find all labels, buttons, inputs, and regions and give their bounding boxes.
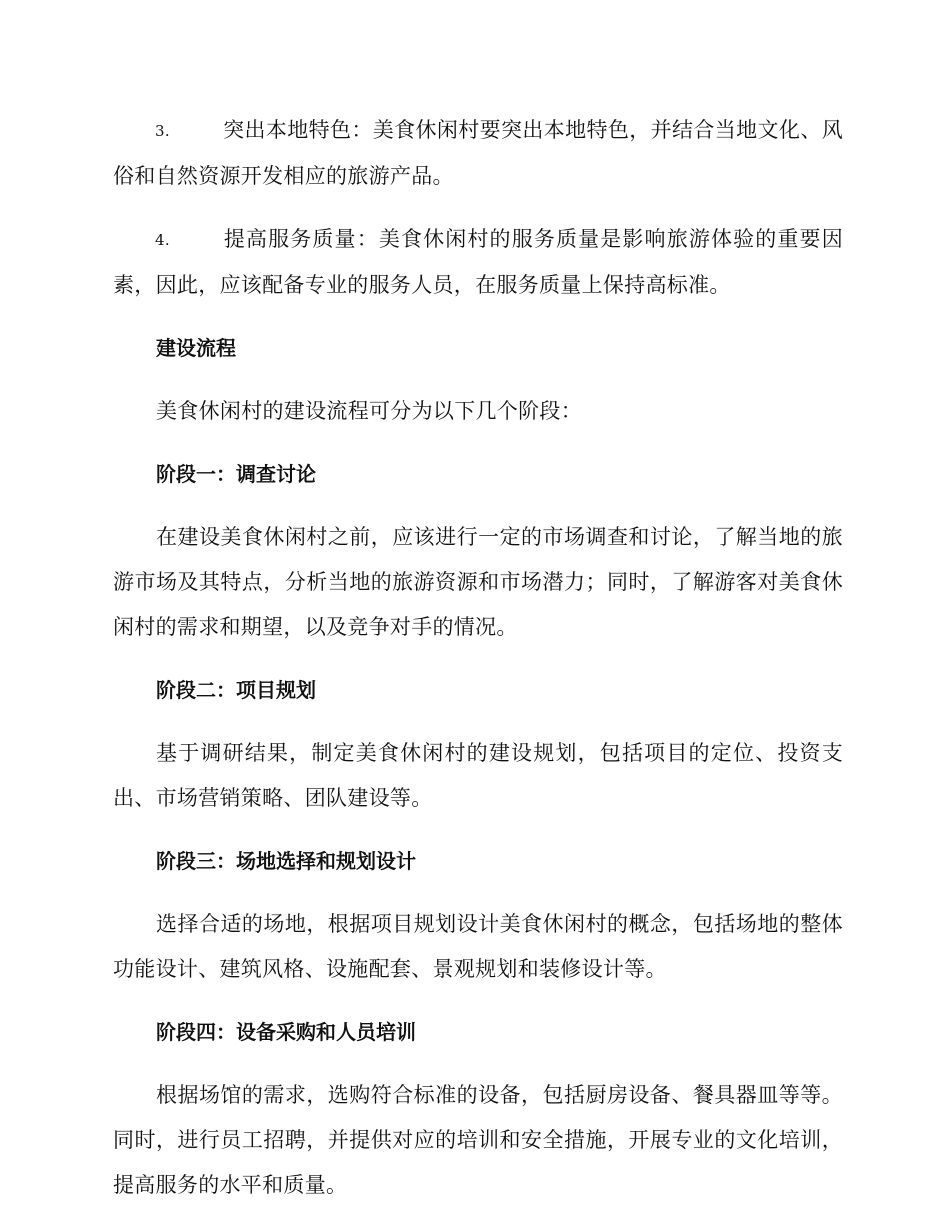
list-item-text: 突出本地特色：美食休闲村要突出本地特色，并结合当地文化、风俗和自然资源开发相应的旅游产品。: [113, 118, 843, 188]
spacer: [113, 992, 843, 1010]
spacer: [113, 713, 843, 731]
spacer: [113, 199, 843, 217]
list-number: 3.: [155, 122, 170, 140]
spacer: [113, 371, 843, 389]
stage-2-heading: 阶段二：项目规划: [156, 678, 316, 702]
spacer: [113, 650, 843, 668]
spacer: [113, 434, 843, 452]
list-number: 4.: [155, 231, 170, 249]
list-item-4: [113, 217, 843, 308]
list-item-text: 提高服务质量：美食休闲村的服务质量是影响旅游体验的重要因素，因此，应该配备专业的服务人员，在服务质量上保持高标准。: [113, 227, 843, 297]
stage-4-heading: 阶段四：设备采购和人员培训: [156, 1020, 416, 1044]
list-item-3: [113, 108, 843, 199]
stage-2-body: 基于调研结果，制定美食休闲村的建设规划，包括项目的定位、投资支出、市场营销策略、团队建设等。: [113, 741, 843, 810]
spacer: [113, 497, 843, 515]
stage-4-body: 根据场馆的需求，选购符合标准的设备，包括厨房设备、餐具器皿等等。同时，进行员工招聘，并提供对应的培训和安全措施，开展专业的文化培训，提高服务的水平和质量。: [113, 1083, 843, 1197]
spacer: [113, 308, 843, 326]
stage-3-heading: 阶段三：场地选择和规划设计: [156, 849, 416, 873]
section-heading: 建设流程: [156, 336, 236, 360]
stage-1-heading: 阶段一：调查讨论: [156, 462, 316, 486]
spacer: [113, 821, 843, 839]
spacer: [113, 1055, 843, 1073]
stage-3-body: 选择合适的场地，根据项目规划设计美食休闲村的概念，包括场地的整体功能设计、建筑风格、设施配套、景观规划和装修设计等。: [113, 912, 843, 981]
section-intro: 美食休闲村的建设流程可分为以下几个阶段：: [156, 399, 582, 423]
spacer: [113, 884, 843, 902]
document-body: [113, 108, 843, 1208]
stage-1-body: 在建设美食休闲村之前，应该进行一定的市场调查和讨论，了解当地的旅游市场及其特点，分析当地的旅游资源和市场潜力；同时，了解游客对美食休闲村的需求和期望，以及竞争对手的情况。: [113, 525, 843, 639]
